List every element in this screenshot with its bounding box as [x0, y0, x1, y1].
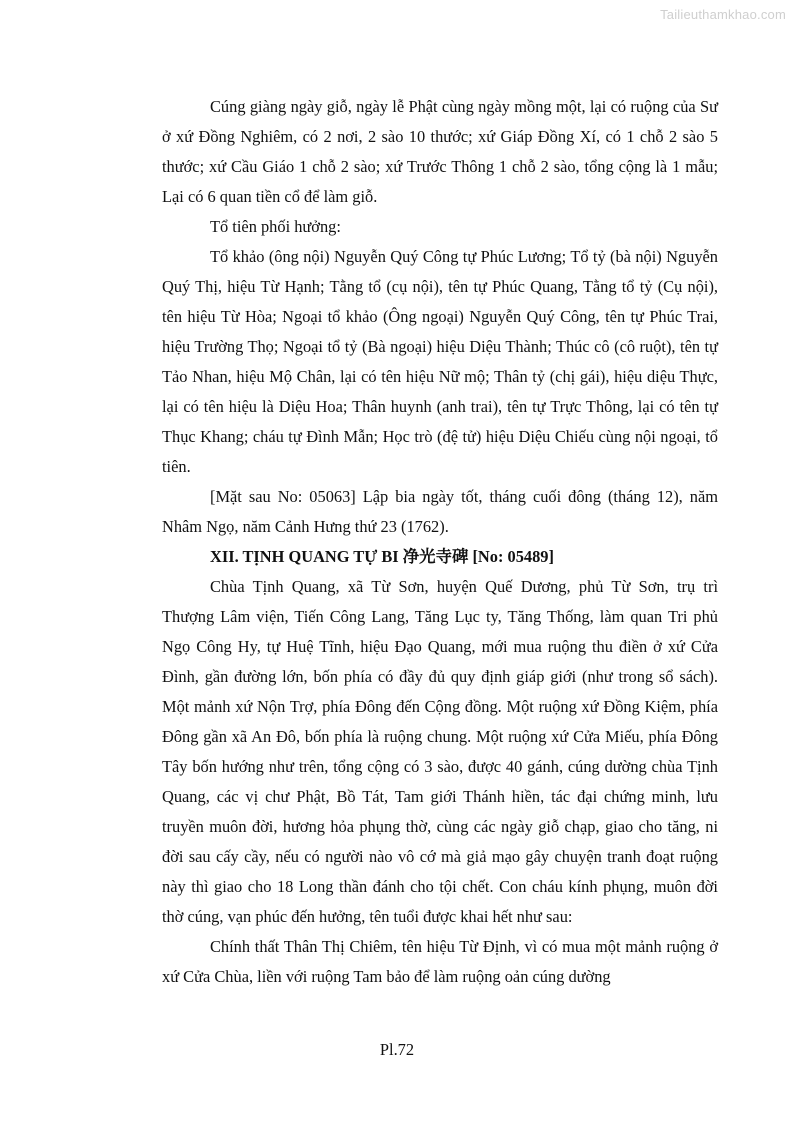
heading-number: [No: 05489]	[472, 547, 554, 566]
page-number: Pl.72	[379, 1040, 415, 1059]
paragraph: Chính thất Thân Thị Chiêm, tên hiệu Từ Định, vì có mua một mảnh ruộng ở xứ Cửa Chùa, liền với ruộng Tam bảo để làm ruộng oản cúng dường	[162, 937, 718, 986]
paragraph: Tổ tiên phối hưởng:	[210, 217, 341, 236]
document-body	[162, 92, 718, 992]
section-heading	[162, 542, 718, 572]
paragraph: Chùa Tịnh Quang, xã Từ Sơn, huyện Quế Dương, phủ Từ Sơn, trụ trì Thượng Lâm viện, Tiến Công Lang, Tăng Lục ty, Tăng Thống, làm quan Tri phủ Ngọ Công Hy, tự Huệ Tĩnh, hiệu Đạo Quang, mới mua ruộng thu điền ở xứ Cửa Đình, gần đường lớn, bốn phía có đầy đủ quy định giáp giới (như trong sổ sách). Một mảnh xứ Nộn Trợ, phía Đông đến Cộng đồng. Một ruộng xứ Đồng Kiệm, phía Đông gần xã An Đô, bốn phía là ruộng chung. Một ruộng xứ Cửa Miếu, phía Đông Tây bốn hướng như trên, tổng cộng có 3 sào, được 40 gánh, cúng dường chùa Tịnh Quang, các vị chư Phật, Bồ Tát, Tam giới Thánh hiền, tác đại chứng minh, lưu truyền muôn đời, hương hỏa phụng thờ, cùng các ngày giỗ chạp, giao cho tăng, ni đời sau cấy cầy, nếu có người nào vô cớ mà giả mạo gây chuyện tranh đoạt ruộng này thì giao cho 18 Long thần đánh cho tội chết. Con cháu kính phụng, muôn đời thờ cúng, vạn phúc đến hưởng, tên tuổi được khai hết như sau:	[162, 577, 718, 926]
paragraph: Tổ khảo (ông nội) Nguyễn Quý Công tự Phúc Lương; Tổ tỷ (bà nội) Nguyễn Quý Thị, hiệu Từ Hạnh; Tằng tổ (cụ nội), tên tự Phúc Quang, Tằng tổ tỷ (Cụ nội), tên hiệu Từ Hòa; Ngoại tổ khảo (Ông ngoại) Nguyễn Quý Công, tên tự Phúc Trai, hiệu Trường Thọ; Ngoại tổ tỷ (Bà ngoại) hiệu Diệu Thành; Thúc cô (cô ruột), tên tự Tảo Nhan, hiệu Mộ Chân, lại có tên hiệu Nữ mộ; Thân tỷ (chị gái), hiệu diệu Thực, lại có tên hiệu là Diệu Hoa; Thân huynh (anh trai), tên tự Trực Thông, lại có tên tự Thục Khang; cháu tự Đình Mẫn; Học trò (đệ tử) hiệu Diệu Chiếu cùng nội ngoại, tổ tiên.	[162, 247, 718, 476]
heading-title: XII. TỊNH QUANG TỰ BI	[210, 547, 399, 566]
watermark-text: Tailieuthamkhao.com	[660, 7, 786, 22]
heading-chinese: 净光寺碑	[402, 547, 469, 566]
paragraph: [Mặt sau No: 05063] Lập bia ngày tốt, tháng cuối đông (tháng 12), năm Nhâm Ngọ, năm Cảnh Hưng thứ 23 (1762).	[162, 487, 718, 536]
paragraph: Cúng giàng ngày giỗ, ngày lễ Phật cùng ngày mồng một, lại có ruộng của Sư ở xứ Đồng Nghiêm, có 2 nơi, 2 sào 10 thước; xứ Giáp Đồng Xí, có 1 chỗ 2 sào 5 thước; xứ Cầu Giáo 1 chỗ 2 sào; xứ Trước Thông 1 chỗ 2 sào, tổng cộng là 1 mẫu; Lại có 6 quan tiền cổ để làm giỗ.	[162, 97, 718, 206]
